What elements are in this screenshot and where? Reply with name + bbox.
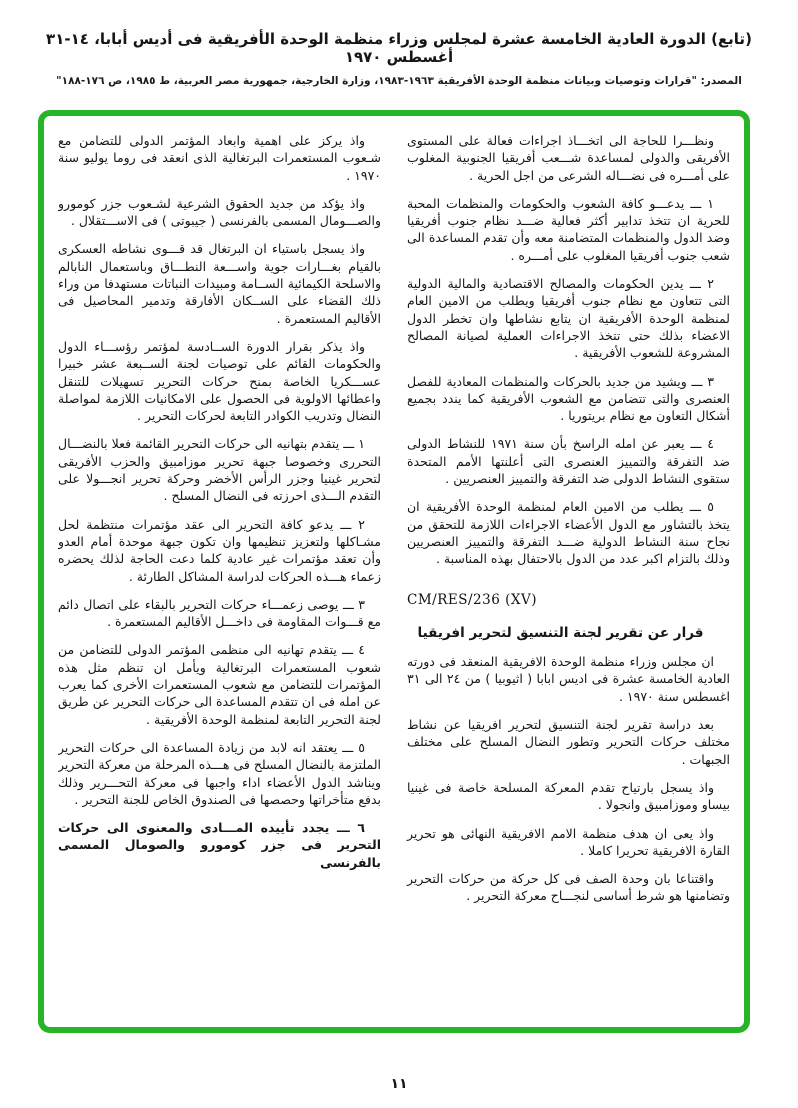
- resolution-item: ٢ ـــ يدين الحكومات والمصالح الاقتصادية والمالية الدولية التى تتعاون مع نظام جنوب أفريقيا ويطلب من الامين العام لمنظمة الوحدة الأفريقية ان يتابع نشاطها وان تخطر الدول الاعضاء بذلك حتى تتخذ الاجراءات العملية لصيانة المصالح المشروعة للشعوب الأفريقية .: [407, 276, 730, 361]
- paragraph: واذ يعى ان هدف منظمة الامم الافريقية النهائى هو تحرير القارة الافريقية تحريرا كاملا .: [407, 825, 730, 858]
- resolution-item: ٢ ـــ يدعو كافة التحرير الى عقد مؤتمرات منتظمة لحل مشـاكلها ولتعزيز تنظيمها وان تكون جبهة موحدة أمام العدو وأن تعقد مؤتمرات غير عادية كلما دعت الحاجة لذلك يحضره زعماء هـــذه الحركات لدراسة المشاكل الطارئة .: [58, 516, 381, 584]
- resolution-item: ٣ ـــ يوصى زعمـــاء حركات التحرير بالبقاء على اتصال دائم مع قـــوات المقاومة فى داخـــل الأقاليم المستعمرة .: [58, 596, 381, 630]
- resolution-item: ١ ـــ يدعـــو كافة الشعوب والحكومات والمنظمات المحبة للحرية ان تتخذ تدابير أكثر فعالية ضـــد نظام جنوب أفريقيا وضد الدول والمنظمات المتضامنة معه وأن تقدم المساعدة الى شعب جنوب أفريقيا المغلوب على أمـــره .: [407, 195, 730, 263]
- document-source-line: المصدر: "قرارات وتوصيات وبيانات منظمة الوحدة الأفريقية ١٩٦٣-١٩٨٣، وزارة الخارجية، جمهورية مصر العربية، ط ١٩٨٥، ص ١٧٦-١٨٨": [56, 75, 742, 87]
- paragraph: ونظـــرا للحاجة الى اتخـــاذ اجراءات فعالة على المستوى الأفريقى والدولى لمساعدة شـــعب أفريقيا الجنوبية المغلوب على أمـــره فى نضـــاله الشرعى من اجل الحرية .: [407, 133, 730, 183]
- page-number: ١١: [390, 1076, 408, 1092]
- resolution-item: ١ ـــ يتقدم بتهانيه الى حركات التحرير القائمة فعلا بالنضـــال التحررى وخصوصا جبهة تحرير موزامبيق والحزب الأفريقى لتحرير غينيا وجزر الرأس الأخضر وحركة تحرير انجـــولا على التقدم الـــذى احرزته فى النضال المسلح .: [58, 436, 381, 504]
- resolution-item: ٣ ـــ ويشيد من جديد بالحركات والمنظمات المعادية للفصل العنصرى والتى تتضامن مع الشعوب الأفريقية كما يندد بجميع أشكال التعاون مع نظام بريتوريا .: [407, 373, 730, 424]
- paragraph: واقتناعا بان وحدة الصف فى كل حركة من حركات التحرير وتضامنها هو شرط أساسى لنجـــاح معركة التحرير .: [407, 871, 730, 904]
- paragraph: واذ يؤكد من جديد الحقوق الشرعية لشـعوب جزر كومورو والصـــومال المسمى بالفرنسى ( جيبوتى ) فى الاســـتقلال .: [58, 195, 381, 229]
- resolution-heading: قرار عن تقرير لجنة التنسيق لتحرير افريقيا: [417, 624, 704, 641]
- column-left: [58, 132, 381, 1017]
- paragraph: واذ يسجل بارتياح تقدم المعركة المسلحة خاصة فى غينيا بيساو وموزامبيق وانجولا .: [407, 779, 730, 813]
- two-column-layout: [58, 132, 730, 1017]
- page-header: [20, 30, 778, 87]
- resolution-reference-code: CM/RES/236 (XV): [407, 591, 537, 608]
- resolution-item: ٤ ـــ يعبر عن امله الراسخ بأن سنة ١٩٧١ للنشاط الدولى ضد التفرقة والتمييز العنصرى التى أعلنتها الأمم المتحدة ستقوى النشاط الدولى ضد التفرقة والتمييز العنصريين .: [407, 436, 730, 487]
- paragraph: واذ يذكر بقرار الدورة الســادسة لمؤتمر رؤســـاء الدول والحكومات القائم على توصيات لجنة الســبعة عشر خبيرا عســـكريا الخاصة بمنح حركات التحرير تسهيلات للتنقل واعطائها الاولوية فى الحصول على الامكانيات اللازمة لمواصلة النضال وتدريب الكوادر التابعة لحركات التحرير .: [58, 338, 381, 424]
- paragraph: بعد دراسة تقرير لجنة التنسيق لتحرير افريقيا عن نشاط مختلف حركات التحرير وتطور النضال المسلح على مختلف الجبهات .: [407, 717, 730, 767]
- document-title: (تابع) الدورة العادية الخامسة عشرة لمجلس وزراء منظمة الوحدة الأفريقية فى أديس أبابا، ١٤-٣١ أغسطس ١٩٧٠: [46, 30, 752, 66]
- resolution-item: ٥ ـــ يطلب من الامين العام لمنظمة الوحدة الأفريقية ان يتخذ بالتشاور مع الدول الأعضاء الاجراءات اللازمة للتحقق من نجاح سنة النشاط الدولية ضـــد التفرقة والتمييز العنصريين وذلك بالتزام اكبر عدد من الدول بالاحتفال بهذه المناسبة .: [407, 499, 730, 567]
- green-border-frame: [38, 110, 750, 1033]
- paragraph: ان مجلس وزراء منظمة الوحدة الافريقية المنعقد فى دورته العادية الخامسة عشرة فى اديس ابابا ( اثيوبيا ) من ٢٤ الى ٣١ اغسطس سنة ١٩٧٠ .: [407, 654, 730, 704]
- paragraph: واذ يركز على اهمية وابعاد المؤتمر الدولى للتضامن مع شـعوب المستعمرات البرتغالية الذى انعقد فى روما يوليو سنة ١٩٧٠ .: [58, 133, 381, 183]
- resolution-item: ٥ ـــ يعتقد انه لابد من زيادة المساعدة الى حركات التحرير الملتزمة بالنضال المسلح فى هـــذه المرحلة من معركة التحرير ويناشد الدول الأعضاء اداء واجبها فى معركة التحـــرير وذلك بدفع متأخراتها وحصصها فى الصندوق الخاص للجنة التحرير .: [58, 739, 381, 807]
- resolution-item: ٤ ـــ يتقدم تهانيه الى منظمى المؤتمر الدولى للتضامن من شعوب المستعمرات البرتغالية ويأمل ان تنظم مثل هذه المؤتمرات للتضامن مع شعوب المستعمرات الأخرى كما يعرب عن امله فى ان تتقدم المساعدة الى حركات التحرير عن طريق لجنة التحرير التابعة لمنظمة الوحدة الأفريقية .: [58, 642, 381, 727]
- resolution-item: ٦ ـــ يجدد تأييده المـــادى والمعنوى الى حركات التحرير فى جزر كومورو والصومال المسمى بالفرنسى: [58, 820, 381, 870]
- paragraph: واذ يسجل باستياء ان البرتغال قد قـــوى نشاطه العسكرى بالقيام بغـــارات جوية واســـعة النطـــاق وباستعمال النابالم والاسلحة الكيمائية الســامة ومبيدات النباتات مستهدفا من وراء ذلك القضاء على الســكان الأفارقة وتدمير المحاصيل فى الأقاليم المستعمرة .: [58, 241, 381, 326]
- column-right: [407, 132, 730, 1017]
